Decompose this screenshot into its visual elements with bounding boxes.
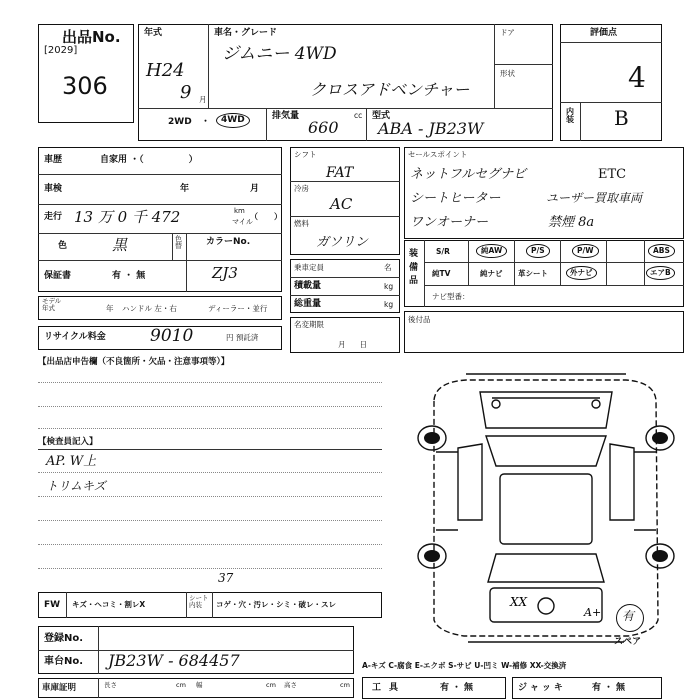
docs-label: 車庫証明 — [42, 683, 77, 693]
score-value: 4 — [628, 61, 646, 94]
colorno-label: カラーNo. — [206, 237, 251, 247]
color-value: 黒 — [112, 236, 128, 254]
fuel-label: 燃料 — [294, 219, 309, 228]
name-change-unit: 月日 — [338, 340, 381, 349]
model-year-unit: 年 — [106, 304, 114, 313]
registration-label: 登録No. — [44, 633, 84, 644]
mileage-unit-km: km — [234, 207, 245, 215]
capacity-label: 乗車定員 — [294, 263, 324, 272]
lot-number: 306 — [62, 72, 108, 100]
weight-label: 総重量 — [294, 299, 322, 309]
chassis-label: 車台No. — [44, 656, 84, 667]
sales-item-5: ワンオーナー — [410, 215, 489, 230]
interior-label: 内装 — [566, 107, 574, 124]
equipment-label: 装備品 — [409, 249, 419, 286]
score-label: 評価点 — [590, 28, 618, 38]
door-label: ドア — [500, 28, 515, 37]
history-options: 自家用 ・（ ） — [100, 155, 198, 165]
year-value: H24 — [146, 60, 185, 81]
condition-text-a: キズ・ヘコミ・割レX — [72, 600, 146, 609]
year-month: 9 — [180, 82, 192, 103]
recycle-value: 9010 — [150, 326, 194, 346]
equip-sr: S/R — [436, 247, 450, 256]
capacity-unit: 名 — [384, 263, 392, 272]
lot-label: 出品No. — [62, 28, 121, 46]
sales-label: セールスポイント — [408, 150, 468, 159]
load-label: 積載量 — [294, 281, 322, 291]
name-change-label: 名変期限 — [294, 320, 324, 329]
condition-seat-label: シート内装 — [189, 594, 209, 609]
year-label: 年式 — [144, 28, 163, 38]
ac-label: 冷房 — [294, 184, 309, 193]
model-value: ABA - JB23W — [378, 119, 484, 138]
docs-length-unit: cm — [176, 681, 186, 689]
jack-label: ジャッキ — [518, 683, 566, 693]
spare-mark: 有 — [622, 609, 635, 623]
inspector-label: 【検査員記入】 — [38, 437, 98, 447]
diagram-mark-a: A+ — [584, 606, 602, 619]
lot-code: [2029] — [44, 45, 78, 56]
inspection-year-unit: 年 — [180, 184, 190, 194]
equip-navi: 純ナビ — [480, 269, 503, 278]
drive-2wd: 2WD — [168, 117, 192, 127]
condition-text-b: コゲ・穴・汚レ・シミ・破レ・スレ — [216, 600, 336, 609]
inspection-month-unit: 月 — [250, 184, 260, 194]
mileage-label: 走行 — [44, 212, 63, 222]
color-change-label: 色替 — [175, 235, 182, 250]
inspector-line-1: AP. W上 — [46, 454, 97, 469]
drive-4wd — [216, 113, 250, 128]
equip-pw: P/W — [572, 244, 599, 258]
model-year-dealer: ディーラー・並行 — [208, 304, 268, 313]
condition-note: 37 — [218, 571, 234, 585]
shift-value: FAT — [326, 165, 354, 181]
shift-label: シフト — [294, 150, 317, 159]
sales-item-4: ユーザー買取車両 — [546, 191, 643, 205]
mileage-unit-mile: マイル — [232, 218, 253, 226]
shape-label: 形状 — [500, 69, 515, 78]
model-year-handle: ハンドル 左・右 — [122, 304, 177, 313]
displacement-value: 660 — [308, 118, 339, 137]
equip-abs: ABS — [648, 244, 675, 258]
postfix-box — [404, 311, 684, 353]
load-unit: kg — [384, 282, 394, 291]
inspection-label: 車検 — [44, 184, 63, 194]
docs-height-unit: cm — [340, 681, 350, 689]
equip-airbag: エアB — [646, 266, 675, 280]
displacement-label: 排気量 — [272, 111, 300, 121]
equip-leather: 革シート — [518, 269, 548, 278]
year-month-unit: 月 — [199, 95, 207, 104]
equip-aw: 純AW — [476, 244, 507, 258]
docs-width: 幅 — [196, 681, 203, 689]
model-year-label: モデル年式 — [42, 297, 62, 312]
car-diagram — [396, 370, 696, 660]
warranty-options: 有 ・ 無 — [112, 271, 146, 281]
spare-label: スペア — [614, 637, 642, 647]
postfix-label: 後付品 — [408, 315, 431, 324]
color-label: 色 — [58, 241, 68, 251]
car-name: ジムニー 4WD — [222, 44, 337, 64]
drive-dot: ・ — [201, 117, 211, 127]
recycle-label: リサイクル料金 — [44, 332, 106, 342]
mileage-paren: （ ） — [250, 212, 282, 221]
equip-navi-model: ナビ型番： — [432, 292, 470, 301]
jack-options: 有・無 — [592, 683, 629, 693]
equip-tv: 純TV — [432, 269, 451, 278]
recycle-unit: 円 預託済 — [226, 333, 259, 342]
sales-item-6: 禁煙 8a — [548, 215, 595, 230]
warranty-label: 保証書 — [44, 271, 72, 281]
equip-ext-navi: 外ナビ — [566, 266, 597, 280]
chassis-value: JB23W - 684457 — [108, 651, 240, 670]
sales-item-3: シートヒーター — [410, 191, 501, 206]
fuel-value: ガソリン — [316, 235, 369, 250]
sales-item-1: ネットフルセグナビ — [410, 167, 527, 182]
interior-value: B — [614, 106, 629, 130]
model-label: 型式 — [372, 111, 391, 121]
inspector-line-2: トリムキズ — [46, 479, 106, 493]
docs-height: 高さ — [284, 681, 297, 689]
diagram-mark-xx: XX — [510, 595, 528, 609]
seller-notes-label: 【出品店申告欄（不良箇所・欠品・注意事項等）】 — [38, 357, 230, 367]
weight-unit: kg — [384, 300, 394, 309]
displacement-unit: cc — [354, 111, 363, 120]
docs-width-unit: cm — [266, 681, 276, 689]
drive-4wd-circle: 4WD — [216, 113, 250, 128]
ac-value: AC — [330, 195, 353, 213]
condition-prefix: FW — [44, 600, 61, 610]
docs-length: 長さ — [104, 681, 117, 689]
car-label: 車名・グレード — [214, 28, 278, 38]
car-grade: クロスアドベンチャー — [310, 80, 470, 99]
sales-item-2: ETC — [598, 167, 627, 182]
tools-label: 工具 — [372, 683, 407, 693]
equip-ps: P/S — [526, 244, 550, 258]
tools-options: 有・無 — [440, 683, 477, 693]
mileage-value: 13 万 0 千 472 — [74, 208, 181, 226]
colorno-value: ZJ3 — [212, 264, 238, 282]
history-label: 車歴 — [44, 155, 63, 165]
damage-legend: A-キズ C-腐食 E-エクボ S-サビ U-凹ミ W-補修 XX-交換済 — [362, 661, 567, 670]
